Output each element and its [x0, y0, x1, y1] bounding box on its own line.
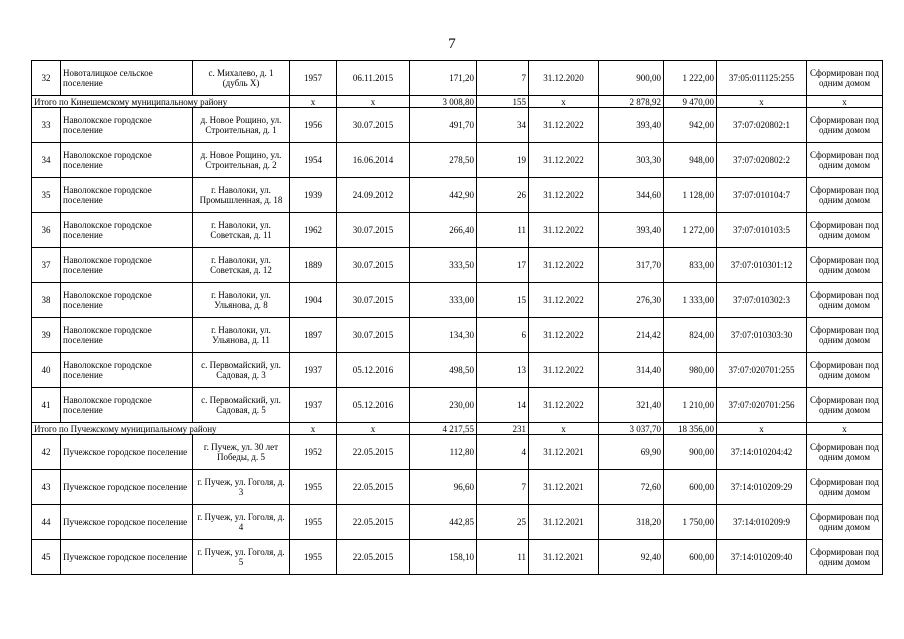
cost-cell: 1 333,00	[664, 283, 717, 318]
address-cell: г. Наволоки, ул. Промышленная, д. 18	[193, 178, 290, 213]
planned-area-cell: 393,40	[599, 213, 664, 248]
area-cell: 442,90	[410, 178, 477, 213]
row-number-cell: 36	[32, 213, 61, 248]
total-residents-cell: 155	[477, 96, 529, 108]
row-number-cell: 44	[32, 505, 61, 540]
total-x-cell: х	[529, 96, 599, 108]
recognition-date-cell: 06.11.2015	[337, 61, 410, 96]
cadastral-number-cell: 37:07:010103:5	[717, 213, 807, 248]
address-cell: г. Наволоки, ул. Ульянова, д. 8	[193, 283, 290, 318]
address-cell: г. Наволоки, ул. Советская, д. 11	[193, 213, 290, 248]
land-status-cell: Сформирован под одним домом	[807, 540, 883, 575]
planned-area-cell: 344,60	[599, 178, 664, 213]
total-x-cell: х	[717, 96, 807, 108]
total-residents-cell: 231	[477, 423, 529, 435]
planned-area-cell: 276,30	[599, 283, 664, 318]
area-cell: 96,60	[410, 470, 477, 505]
row-number-cell: 39	[32, 318, 61, 353]
residents-cell: 14	[477, 388, 529, 423]
housing-registry-table	[31, 60, 883, 575]
cost-cell: 1 222,00	[664, 61, 717, 96]
settlement-cell: Наволокское городское поселение	[61, 283, 193, 318]
deadline-cell: 31.12.2022	[529, 353, 599, 388]
address-cell: с. Михалево, д. 1 (дубль Х)	[193, 61, 290, 96]
settlement-cell: Наволокское городское поселение	[61, 143, 193, 178]
table-row	[32, 505, 883, 540]
recognition-date-cell: 22.05.2015	[337, 505, 410, 540]
residents-cell: 19	[477, 143, 529, 178]
address-cell: г. Пучеж, ул. Гоголя, д. 4	[193, 505, 290, 540]
deadline-cell: 31.12.2021	[529, 540, 599, 575]
deadline-cell: 31.12.2022	[529, 283, 599, 318]
deadline-cell: 31.12.2021	[529, 470, 599, 505]
recognition-date-cell: 30.07.2015	[337, 108, 410, 143]
land-status-cell: Сформирован под одним домом	[807, 505, 883, 540]
area-cell: 112,80	[410, 435, 477, 470]
recognition-date-cell: 05.12.2016	[337, 353, 410, 388]
cost-cell: 1 210,00	[664, 388, 717, 423]
total-cost-cell: 9 470,00	[664, 96, 717, 108]
land-status-cell: Сформирован под одним домом	[807, 283, 883, 318]
recognition-date-cell: 30.07.2015	[337, 318, 410, 353]
settlement-cell: Новоталицкое сельское поселение	[61, 61, 193, 96]
year-built-cell: 1897	[290, 318, 337, 353]
cadastral-number-cell: 37:07:010303:30	[717, 318, 807, 353]
year-built-cell: 1939	[290, 178, 337, 213]
address-cell: г. Пучеж, ул. Гоголя, д. 5	[193, 540, 290, 575]
year-built-cell: 1955	[290, 540, 337, 575]
total-x-cell: х	[290, 96, 337, 108]
year-built-cell: 1962	[290, 213, 337, 248]
planned-area-cell: 69,90	[599, 435, 664, 470]
recognition-date-cell: 22.05.2015	[337, 435, 410, 470]
district-total-label: Итого по Кинешемскому муниципальному району	[32, 96, 290, 108]
land-status-cell: Сформирован под одним домом	[807, 213, 883, 248]
area-cell: 333,00	[410, 283, 477, 318]
deadline-cell: 31.12.2022	[529, 318, 599, 353]
deadline-cell: 31.12.2022	[529, 213, 599, 248]
residents-cell: 34	[477, 108, 529, 143]
total-x-cell: х	[807, 423, 883, 435]
row-number-cell: 35	[32, 178, 61, 213]
cost-cell: 900,00	[664, 435, 717, 470]
settlement-cell: Наволокское городское поселение	[61, 318, 193, 353]
planned-area-cell: 314,40	[599, 353, 664, 388]
recognition-date-cell: 30.07.2015	[337, 213, 410, 248]
recognition-date-cell: 30.07.2015	[337, 248, 410, 283]
table-row	[32, 248, 883, 283]
residents-cell: 7	[477, 61, 529, 96]
planned-area-cell: 900,00	[599, 61, 664, 96]
land-status-cell: Сформирован под одним домом	[807, 318, 883, 353]
area-cell: 491,70	[410, 108, 477, 143]
district-total-label: Итого по Пучежскому муниципальному району	[32, 423, 290, 435]
deadline-cell: 31.12.2022	[529, 143, 599, 178]
cost-cell: 1 272,00	[664, 213, 717, 248]
year-built-cell: 1889	[290, 248, 337, 283]
cadastral-number-cell: 37:07:010302:3	[717, 283, 807, 318]
row-number-cell: 45	[32, 540, 61, 575]
cadastral-number-cell: 37:07:020802:2	[717, 143, 807, 178]
year-built-cell: 1954	[290, 143, 337, 178]
deadline-cell: 31.12.2021	[529, 435, 599, 470]
settlement-cell: Наволокское городское поселение	[61, 248, 193, 283]
row-number-cell: 37	[32, 248, 61, 283]
planned-area-cell: 303,30	[599, 143, 664, 178]
recognition-date-cell: 22.05.2015	[337, 470, 410, 505]
year-built-cell: 1952	[290, 435, 337, 470]
planned-area-cell: 393,40	[599, 108, 664, 143]
area-cell: 134,30	[410, 318, 477, 353]
settlement-cell: Наволокское городское поселение	[61, 213, 193, 248]
address-cell: д. Новое Рощино, ул. Строительная, д. 2	[193, 143, 290, 178]
planned-area-cell: 72,60	[599, 470, 664, 505]
table-row	[32, 178, 883, 213]
land-status-cell: Сформирован под одним домом	[807, 388, 883, 423]
cadastral-number-cell: 37:07:020802:1	[717, 108, 807, 143]
total-planned-area-cell: 2 878,92	[599, 96, 664, 108]
row-number-cell: 34	[32, 143, 61, 178]
total-cost-cell: 18 356,00	[664, 423, 717, 435]
row-number-cell: 43	[32, 470, 61, 505]
recognition-date-cell: 24.09.2012	[337, 178, 410, 213]
row-number-cell: 33	[32, 108, 61, 143]
area-cell: 171,20	[410, 61, 477, 96]
deadline-cell: 31.12.2022	[529, 108, 599, 143]
table-row	[32, 108, 883, 143]
settlement-cell: Пучежское городское поселение	[61, 470, 193, 505]
planned-area-cell: 318,20	[599, 505, 664, 540]
settlement-cell: Наволокское городское поселение	[61, 353, 193, 388]
table-row	[32, 61, 883, 96]
table-row	[32, 213, 883, 248]
cadastral-number-cell: 37:14:010209:9	[717, 505, 807, 540]
cost-cell: 980,00	[664, 353, 717, 388]
address-cell: г. Пучеж, ул. 30 лет Победы, д. 5	[193, 435, 290, 470]
total-x-cell: х	[337, 96, 410, 108]
residents-cell: 7	[477, 470, 529, 505]
table-row	[32, 388, 883, 423]
row-number-cell: 42	[32, 435, 61, 470]
area-cell: 266,40	[410, 213, 477, 248]
area-cell: 333,50	[410, 248, 477, 283]
residents-cell: 15	[477, 283, 529, 318]
deadline-cell: 31.12.2022	[529, 248, 599, 283]
district-total-row	[32, 423, 883, 435]
cadastral-number-cell: 37:14:010204:42	[717, 435, 807, 470]
cost-cell: 600,00	[664, 540, 717, 575]
table-row	[32, 540, 883, 575]
land-status-cell: Сформирован под одним домом	[807, 143, 883, 178]
settlement-cell: Пучежское городское поселение	[61, 540, 193, 575]
cost-cell: 600,00	[664, 470, 717, 505]
residents-cell: 26	[477, 178, 529, 213]
cadastral-number-cell: 37:05:011125:255	[717, 61, 807, 96]
table-row	[32, 283, 883, 318]
table-row	[32, 318, 883, 353]
recognition-date-cell: 16.06.2014	[337, 143, 410, 178]
row-number-cell: 32	[32, 61, 61, 96]
settlement-cell: Наволокское городское поселение	[61, 108, 193, 143]
deadline-cell: 31.12.2022	[529, 388, 599, 423]
settlement-cell: Пучежское городское поселение	[61, 505, 193, 540]
land-status-cell: Сформирован под одним домом	[807, 61, 883, 96]
total-planned-area-cell: 3 037,70	[599, 423, 664, 435]
cost-cell: 824,00	[664, 318, 717, 353]
table-row	[32, 143, 883, 178]
cadastral-number-cell: 37:14:010209:29	[717, 470, 807, 505]
land-status-cell: Сформирован под одним домом	[807, 435, 883, 470]
area-cell: 498,50	[410, 353, 477, 388]
row-number-cell: 40	[32, 353, 61, 388]
land-status-cell: Сформирован под одним домом	[807, 248, 883, 283]
planned-area-cell: 214,42	[599, 318, 664, 353]
area-cell: 230,00	[410, 388, 477, 423]
table-row	[32, 435, 883, 470]
total-x-cell: х	[337, 423, 410, 435]
cadastral-number-cell: 37:07:010104:7	[717, 178, 807, 213]
residents-cell: 11	[477, 540, 529, 575]
year-built-cell: 1956	[290, 108, 337, 143]
address-cell: с. Первомайский, ул. Садовая, д. 5	[193, 388, 290, 423]
residents-cell: 17	[477, 248, 529, 283]
area-cell: 278,50	[410, 143, 477, 178]
district-total-row	[32, 96, 883, 108]
cadastral-number-cell: 37:07:020701:256	[717, 388, 807, 423]
table-row	[32, 470, 883, 505]
row-number-cell: 38	[32, 283, 61, 318]
year-built-cell: 1937	[290, 353, 337, 388]
total-area-cell: 4 217,55	[410, 423, 477, 435]
residents-cell: 4	[477, 435, 529, 470]
year-built-cell: 1955	[290, 505, 337, 540]
cost-cell: 1 128,00	[664, 178, 717, 213]
total-x-cell: х	[807, 96, 883, 108]
settlement-cell: Пучежское городское поселение	[61, 435, 193, 470]
planned-area-cell: 321,40	[599, 388, 664, 423]
address-cell: г. Наволоки, ул. Ульянова, д. 11	[193, 318, 290, 353]
residents-cell: 13	[477, 353, 529, 388]
recognition-date-cell: 05.12.2016	[337, 388, 410, 423]
cadastral-number-cell: 37:07:020701:255	[717, 353, 807, 388]
land-status-cell: Сформирован под одним домом	[807, 353, 883, 388]
total-area-cell: 3 008,80	[410, 96, 477, 108]
year-built-cell: 1904	[290, 283, 337, 318]
table-row	[32, 353, 883, 388]
deadline-cell: 31.12.2021	[529, 505, 599, 540]
cost-cell: 1 750,00	[664, 505, 717, 540]
year-built-cell: 1937	[290, 388, 337, 423]
address-cell: г. Пучеж, ул. Гоголя, д. 3	[193, 470, 290, 505]
address-cell: д. Новое Рощино, ул. Строительная, д. 1	[193, 108, 290, 143]
year-built-cell: 1957	[290, 61, 337, 96]
area-cell: 158,10	[410, 540, 477, 575]
address-cell: г. Наволоки, ул. Советская, д. 12	[193, 248, 290, 283]
row-number-cell: 41	[32, 388, 61, 423]
land-status-cell: Сформирован под одним домом	[807, 108, 883, 143]
residents-cell: 6	[477, 318, 529, 353]
settlement-cell: Наволокское городское поселение	[61, 178, 193, 213]
cadastral-number-cell: 37:14:010209:40	[717, 540, 807, 575]
cost-cell: 942,00	[664, 108, 717, 143]
planned-area-cell: 92,40	[599, 540, 664, 575]
land-status-cell: Сформирован под одним домом	[807, 470, 883, 505]
year-built-cell: 1955	[290, 470, 337, 505]
cost-cell: 948,00	[664, 143, 717, 178]
deadline-cell: 31.12.2020	[529, 61, 599, 96]
land-status-cell: Сформирован под одним домом	[807, 178, 883, 213]
page-number: 7	[448, 36, 456, 52]
residents-cell: 11	[477, 213, 529, 248]
total-x-cell: х	[290, 423, 337, 435]
table-body	[32, 61, 883, 575]
cadastral-number-cell: 37:07:010301:12	[717, 248, 807, 283]
residents-cell: 25	[477, 505, 529, 540]
settlement-cell: Наволокское городское поселение	[61, 388, 193, 423]
planned-area-cell: 317,70	[599, 248, 664, 283]
recognition-date-cell: 22.05.2015	[337, 540, 410, 575]
address-cell: с. Первомайский, ул. Садовая, д. 3	[193, 353, 290, 388]
total-x-cell: х	[717, 423, 807, 435]
cost-cell: 833,00	[664, 248, 717, 283]
deadline-cell: 31.12.2022	[529, 178, 599, 213]
recognition-date-cell: 30.07.2015	[337, 283, 410, 318]
area-cell: 442,85	[410, 505, 477, 540]
total-x-cell: х	[529, 423, 599, 435]
